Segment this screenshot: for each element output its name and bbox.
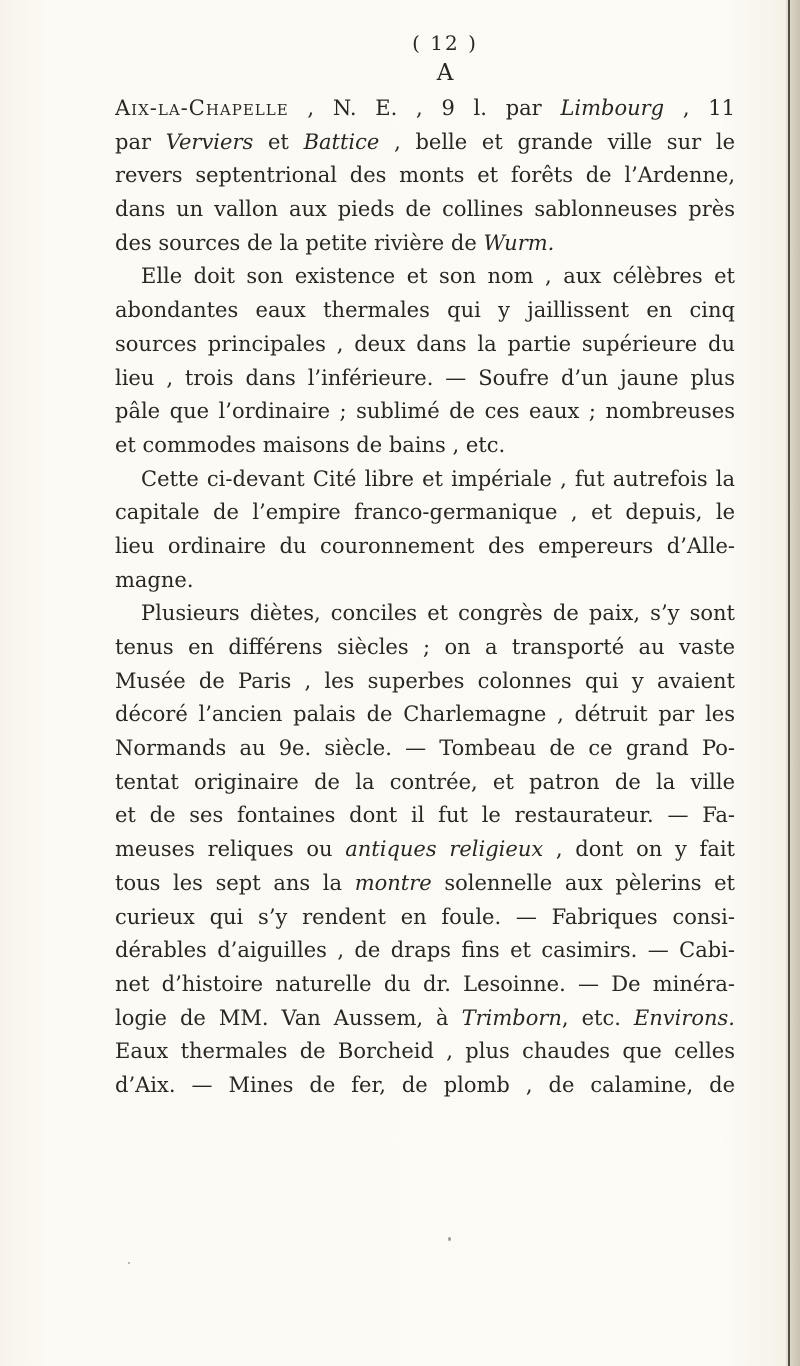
text-line [115, 597, 735, 631]
italic-text: Battice [303, 129, 380, 154]
text-line [115, 362, 735, 396]
text-line [115, 1069, 735, 1103]
body-text [115, 92, 735, 1103]
print-speck [448, 1237, 451, 1241]
page-edge-line [788, 0, 790, 1366]
italic-text: antiques religieux [345, 837, 544, 862]
text-segment: , dont on y fait [543, 837, 735, 862]
text-line [115, 193, 735, 227]
text-segment: solennelle aux pèlerins et [431, 870, 735, 895]
text-line [115, 732, 735, 766]
italic-text: Environs. [633, 1005, 735, 1030]
text-segment: logie de MM. Van Aussem, à [115, 1005, 462, 1030]
text-segment: magne. [115, 567, 194, 592]
text-segment: lieu ordinaire du couronnement des empereurs d’Alle- [115, 533, 735, 558]
text-segment: décoré l’ancien palais de Charlemagne , détruit par les [115, 702, 735, 727]
italic-text: Wurm. [483, 230, 555, 255]
text-segment: et [253, 129, 304, 154]
text-segment: Musée de Paris , les superbes colonnes qui y avaient [115, 668, 735, 693]
text-segment: meuses reliques ou [115, 837, 346, 862]
text-segment: et de ses fontaines dont il fut le restaurateur. — Fa- [115, 803, 735, 828]
text-line [115, 665, 735, 699]
text-segment: abondantes eaux thermales qui y jaillissent en cinq [115, 298, 735, 323]
text-segment: capitale de l’empire franco-germanique , et depuis, le [115, 500, 735, 525]
text-line [115, 631, 735, 665]
text-segment: tentat originaire de la contrée, et patron de la ville [115, 769, 735, 794]
text-line [115, 833, 735, 867]
text-line [115, 564, 735, 598]
text-line [115, 328, 735, 362]
text-line [115, 1035, 735, 1069]
text-segment: Plusieurs diètes, conciles et congrès de paix, s’y sont [141, 601, 735, 626]
text-segment: d’Aix. — Mines de fer, de plomb , de calamine, de [115, 1072, 735, 1097]
text-segment: net d’histoire naturelle du dr. Lesoinne. — De minéra- [115, 971, 735, 996]
text-segment: , belle et grande ville sur le [379, 129, 735, 154]
text-line [115, 867, 735, 901]
text-segment: lieu , trois dans l’inférieure. — Soufre d’un jaune plus [115, 365, 735, 390]
place-name: Aix-la-Chapelle [115, 96, 289, 120]
text-segment: des sources de la petite rivière de [115, 230, 484, 255]
page-number: ( 12 ) [412, 31, 478, 55]
text-line [115, 463, 735, 497]
text-line [115, 496, 735, 530]
text-segment: Normands au 9e. siècle. — Tombeau de ce grand Po- [115, 736, 735, 761]
text-line [115, 395, 735, 429]
text-line [115, 766, 735, 800]
text-segment: , N. E. , 9 l. par [288, 96, 561, 120]
text-segment: , etc. [561, 1005, 634, 1030]
text-segment: Eaux thermales de Borcheid , plus chaudes que celles [115, 1039, 735, 1064]
text-segment: dans un vallon aux pieds de collines sablonneuses près [115, 197, 735, 222]
text-segment: tous les sept ans la [115, 870, 355, 895]
text-segment: et commodes maisons de bains , etc. [115, 432, 506, 457]
text-segment: sources principales , deux dans la partie supérieure du [115, 331, 735, 356]
text-line [115, 799, 735, 833]
text-line [115, 126, 735, 160]
text-line [115, 1002, 735, 1036]
text-segment: dérables d’aiguilles , de draps fins et casimirs. — Cabi- [115, 938, 735, 963]
text-line [115, 260, 735, 294]
text-segment: revers septentrional des monts et forêts de l’Ardenne, [115, 163, 735, 188]
italic-text: Limbourg [560, 96, 665, 120]
text-line [115, 934, 735, 968]
italic-text: Verviers [165, 129, 254, 154]
print-speck [128, 1262, 130, 1264]
text-line [115, 901, 735, 935]
section-letter: A [436, 60, 454, 86]
text-segment: pâle que l’ordinaire ; sublimé de ces eaux ; nombreuses [115, 399, 735, 424]
text-line [115, 159, 735, 193]
text-segment: curieux qui s’y rendent en foule. — Fabriques consi- [115, 904, 735, 929]
text-line [115, 698, 735, 732]
text-line [115, 968, 735, 1002]
text-line [115, 294, 735, 328]
text-line [115, 227, 735, 261]
text-segment: Elle doit son existence et son nom , aux célèbres et [141, 264, 735, 289]
text-segment: par [115, 129, 166, 154]
text-segment: tenus en différens siècles ; on a transporté au vaste [115, 635, 735, 659]
text-line [115, 429, 735, 463]
text-segment: Cette ci-devant Cité libre et impériale , fut autrefois la [141, 466, 735, 491]
text-segment: , 11 [664, 96, 735, 120]
italic-text: montre [354, 870, 432, 895]
italic-text: Trimborn [461, 1005, 562, 1030]
text-line [115, 530, 735, 564]
page-text-block [115, 28, 735, 1103]
text-line [115, 92, 735, 126]
